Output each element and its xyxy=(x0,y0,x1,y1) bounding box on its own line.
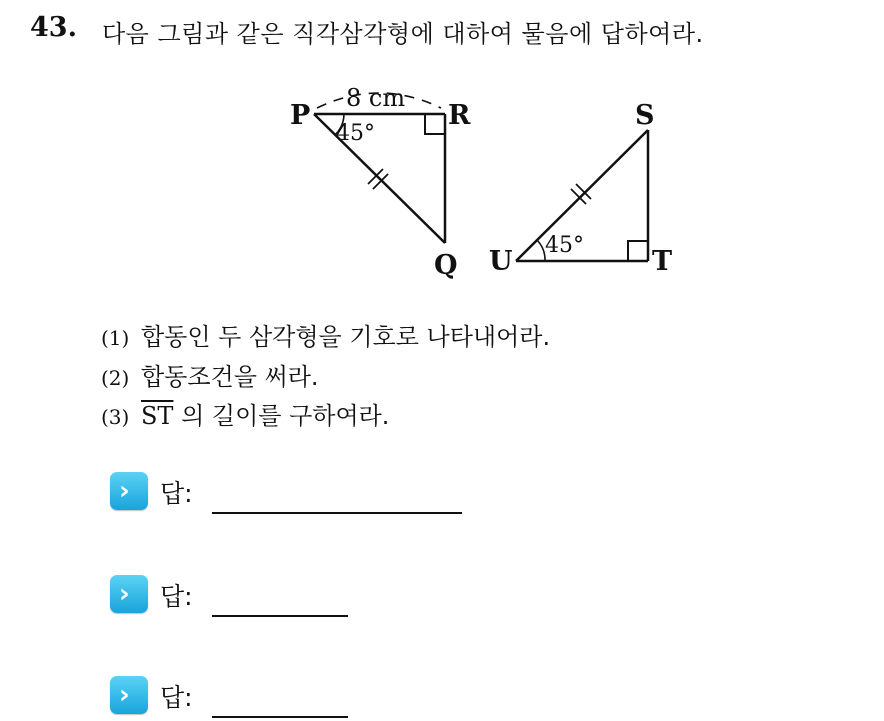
label-p: P xyxy=(290,100,311,131)
subquestion-3 xyxy=(101,396,389,431)
subquestion-3-number: (3) xyxy=(101,405,130,429)
answer-line-1[interactable] xyxy=(212,512,462,514)
answer-row-3 xyxy=(110,676,470,716)
question-number: 43. xyxy=(30,12,77,43)
subquestion-1-number: (1) xyxy=(101,326,130,350)
answer-line-3[interactable] xyxy=(212,716,348,718)
label-t: T xyxy=(652,246,673,277)
chevron-right-icon: › xyxy=(110,472,148,510)
answer-row-2 xyxy=(110,575,470,615)
answer-row-1 xyxy=(110,472,470,512)
triangles-figure xyxy=(0,0,884,300)
answer-label-1: 답: xyxy=(160,479,193,508)
chevron-right-icon: › xyxy=(110,676,148,714)
label-s: S xyxy=(635,100,655,131)
label-length-pr: 8 cm xyxy=(346,84,406,112)
label-r: R xyxy=(448,100,471,131)
subquestion-3-text: 의 길이를 구하여라. xyxy=(181,402,390,430)
subquestion-1-text: 합동인 두 삼각형을 기호로 나타내어라. xyxy=(140,323,551,351)
subquestion-2-number: (2) xyxy=(101,366,130,390)
angle-arc-u xyxy=(537,240,545,261)
right-angle-mark-r xyxy=(425,114,445,134)
answer-label-2: 답: xyxy=(160,582,193,611)
segment-st-label: $\overline{ST}$ xyxy=(140,402,174,430)
label-angle-u: 45° xyxy=(545,233,584,258)
subquestion-2 xyxy=(101,357,319,392)
label-q: Q xyxy=(434,250,458,281)
right-angle-mark-t xyxy=(628,241,648,261)
answer-label-3: 답: xyxy=(160,683,193,712)
label-angle-p: 45° xyxy=(336,121,375,146)
question-text: 다음 그림과 같은 직각삼각형에 대하여 물음에 답하여라. xyxy=(102,20,704,48)
chevron-right-icon: › xyxy=(110,575,148,613)
subquestion-2-text: 합동조건을 써라. xyxy=(140,363,319,391)
answer-line-2[interactable] xyxy=(212,615,348,617)
subquestion-1 xyxy=(101,317,550,352)
label-u: U xyxy=(489,246,513,277)
